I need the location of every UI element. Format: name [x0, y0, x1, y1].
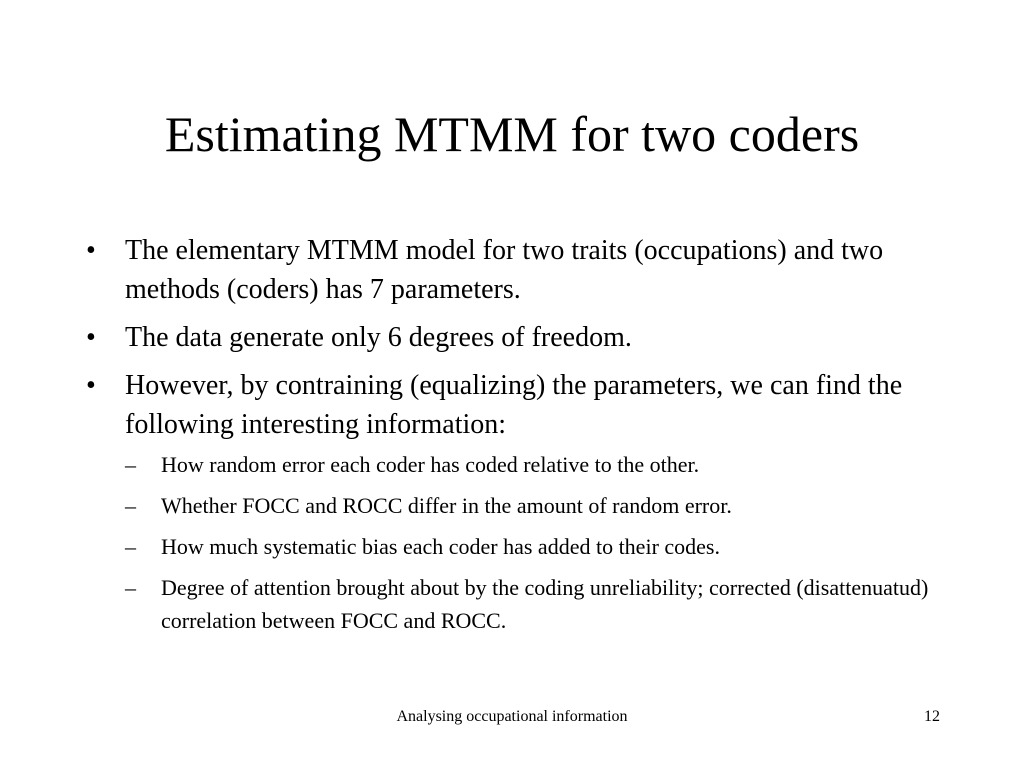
- bullet-item: [86, 318, 956, 357]
- bullet-list: [86, 231, 956, 637]
- bullet-marker: •: [86, 322, 96, 353]
- sub-bullet-marker: –: [125, 493, 136, 518]
- bullet-text: The data generate only 6 degrees of freedom.: [125, 322, 632, 353]
- sub-bullet-item: [125, 571, 956, 637]
- page-number: 12: [924, 708, 940, 725]
- bullet-text: However, by contraining (equalizing) the parameters, we can find the following interesting information:: [125, 370, 903, 440]
- sub-bullet-marker: –: [125, 575, 136, 600]
- sub-bullet-item: [125, 448, 956, 481]
- sub-bullet-text: Degree of attention brought about by the coding unreliability; corrected (disattenuatud) correlation between FOCC and ROCC.: [161, 575, 929, 633]
- sub-bullet-marker: –: [125, 534, 136, 559]
- sub-bullet-text: Whether FOCC and ROCC differ in the amount of random error.: [161, 493, 732, 518]
- slide-body: [86, 231, 956, 646]
- bullet-text: The elementary MTMM model for two traits (occupations) and two methods (coders) has 7 parameters.: [125, 235, 884, 305]
- bullet-item: [86, 366, 956, 637]
- sub-bullet-text: How much systematic bias each coder has added to their codes.: [161, 534, 720, 559]
- sub-bullet-item: [125, 530, 956, 563]
- sub-bullet-list: [125, 448, 956, 637]
- bullet-marker: •: [86, 235, 96, 266]
- bullet-marker: •: [86, 370, 96, 401]
- bullet-item: [86, 231, 956, 309]
- footer-title: Analysing occupational information: [396, 708, 628, 725]
- slide-title: Estimating MTMM for two coders: [164, 106, 860, 162]
- sub-bullet-text: How random error each coder has coded relative to the other.: [161, 452, 700, 477]
- sub-bullet-item: [125, 489, 956, 522]
- sub-bullet-marker: –: [125, 452, 136, 477]
